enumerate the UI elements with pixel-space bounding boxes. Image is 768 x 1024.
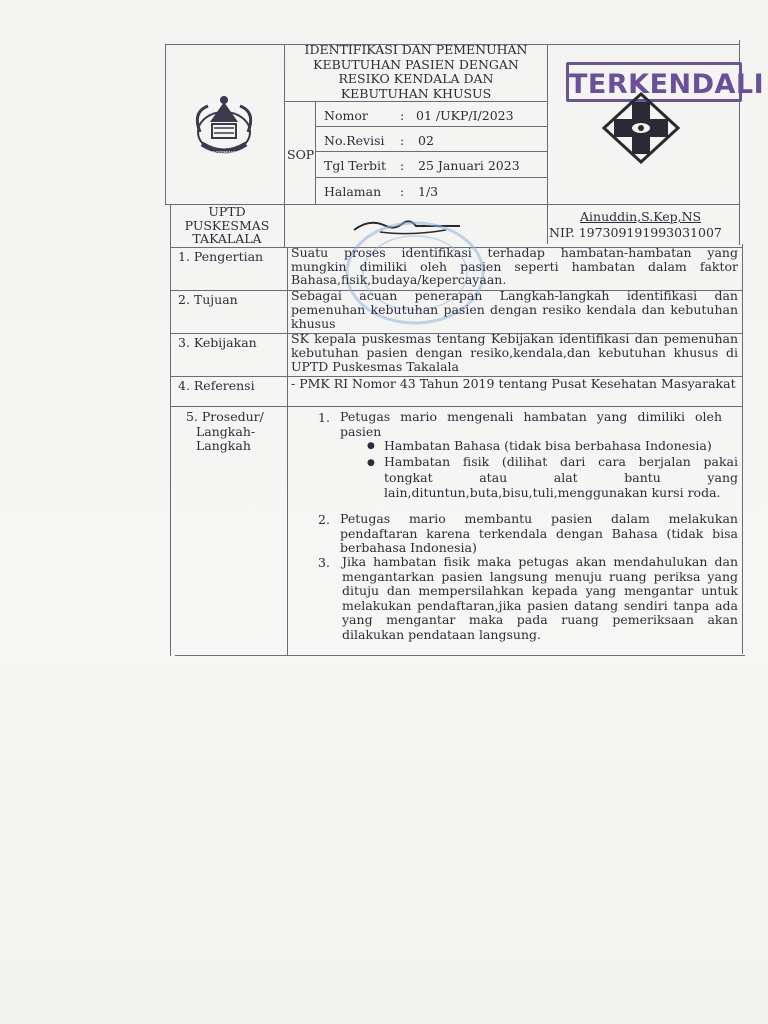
meta-sep: : (400, 184, 405, 199)
table-divider-logo (284, 44, 285, 204)
bullet-text: Hambatan Bahasa (tidak bisa berbahasa Indonesia) (384, 438, 712, 453)
signer-nip: NIP. 197309191993031007 (549, 225, 722, 240)
table-line-title-bottom (284, 101, 547, 102)
section-label-prosedur (186, 410, 264, 454)
meta-nomor-value: 01 /UKP/I/2023 (416, 108, 514, 123)
table-divider-uptd (284, 204, 285, 248)
table-border-bottom (175, 655, 745, 656)
meta-revisi-value: 02 (418, 133, 434, 148)
step-text: Petugas mario membantu pasien dalam melakukan pendaftaran karena terkendala dengan Bahasa (tidak bisa berbahasa Indonesia) (340, 511, 738, 555)
title-line: KEBUTUHAN PASIEN DENGAN (313, 56, 519, 72)
step-text: Petugas mario mengenali hambatan yang dimiliki oleh pasien (340, 409, 722, 439)
institution-name (172, 205, 282, 246)
meta-terbit-label: Tgl Terbit (324, 158, 387, 173)
soppeng-logo-emblem (188, 92, 260, 160)
table-line-meta-3 (315, 177, 547, 178)
title-line: KEBUTUHAN KHUSUS (340, 85, 492, 101)
meta-revisi-label: No.Revisi (324, 133, 385, 148)
meta-sep: : (400, 108, 405, 123)
institution-line: PUSKESMAS (184, 217, 270, 233)
section-text-pengertian: Suatu proses identifikasi terhadap hambatan-hambatan yang mungkin dimiliki oleh pasien seperti hambatan dalam faktor Bahasa,fisik,budaya/kepercayaan. (291, 245, 738, 287)
meta-terbit-value: 25 Januari 2023 (418, 158, 520, 173)
table-divider-right (547, 44, 548, 204)
logo-ribbon-text: SOPPENG (212, 151, 236, 157)
institution-line: TAKALALA (192, 231, 262, 246)
section-label-pengertian: 1. Pengertian (178, 249, 264, 264)
table-line-meta-2 (315, 151, 547, 152)
meta-sep: : (400, 133, 405, 148)
section-label-tujuan: 2. Tujuan (178, 292, 238, 307)
meta-halaman-label: Halaman (324, 184, 382, 199)
title-line: RESIKO KENDALA DAN (338, 71, 494, 86)
prosedur-label-line: Langkah- (196, 423, 256, 439)
step-number: 2. (318, 512, 330, 527)
prosedur-label-line: Langkah (196, 438, 251, 453)
step-number: 3. (318, 555, 330, 570)
table-border-right (742, 244, 743, 654)
table-divider-sign (547, 204, 548, 244)
document-title (290, 43, 542, 101)
bullet-icon: ● (367, 458, 375, 468)
signer-name: Ainuddin,S.Kep,NS (580, 209, 702, 224)
terkendali-stamp: TERKENDALI (566, 62, 742, 102)
bullet-icon: ● (367, 441, 375, 451)
sop-label: SOP (287, 147, 315, 162)
step-text: Jika hambatan fisik maka petugas akan mendahulukan dan mengantarkan pasien langsung menuju ruang periksa yang dituju dan mempersilahkan kepada yang mengantar untuk melakukan pendaftaran,jika pasien datang sendiri tanpa ada yang mengantar maka pada ruang pemeriksaan akan dilakukan pendataan langsung. (342, 554, 738, 642)
section-label-referensi: 4. Referensi (178, 378, 255, 393)
table-divider-sop (315, 101, 316, 204)
meta-nomor-label: Nomor (324, 108, 368, 123)
section-label-kebijakan: 3. Kebijakan (178, 335, 257, 350)
puskesmas-logo (602, 92, 680, 164)
table-divider-body (287, 247, 288, 656)
institution-line: UPTD (208, 204, 246, 219)
table-border-left (170, 204, 171, 656)
meta-halaman-value: 1/3 (418, 184, 439, 199)
section-text-referensi: - PMK RI Nomor 43 Tahun 2019 tentang Pusat Kesehatan Masyarakat (291, 376, 736, 391)
title-line: IDENTIFIKASI DAN PEMENUHAN (304, 42, 528, 57)
section-text-tujuan: Sebagai acuan penerapan Langkah-langkah identifikasi dan pemenuhan kebutuhan pasien dengan resiko kendala dan kebutuhan khusus (291, 288, 738, 331)
table-line-row-4 (170, 406, 742, 407)
table-border-left-header (165, 44, 166, 204)
bullet-text: Hambatan fisik (dilihat dari cara berjalan pakai tongkat atau alat bantu yang lain,dituntun,buta,bisu,tuli,menggunakan kursi roda. (384, 454, 738, 500)
prosedur-label-line: 5. Prosedur/ (186, 409, 264, 424)
step-number: 1. (318, 410, 330, 425)
meta-sep: : (400, 158, 405, 173)
table-line-meta-1 (315, 126, 547, 127)
section-text-kebijakan: SK kepala puskesmas tentang Kebijakan identifikasi dan pemenuhan kebutuhan pasien dengan resiko,kendala,dan kebutuhan khusus di UPTD Puskesmas Takalala (291, 331, 738, 374)
